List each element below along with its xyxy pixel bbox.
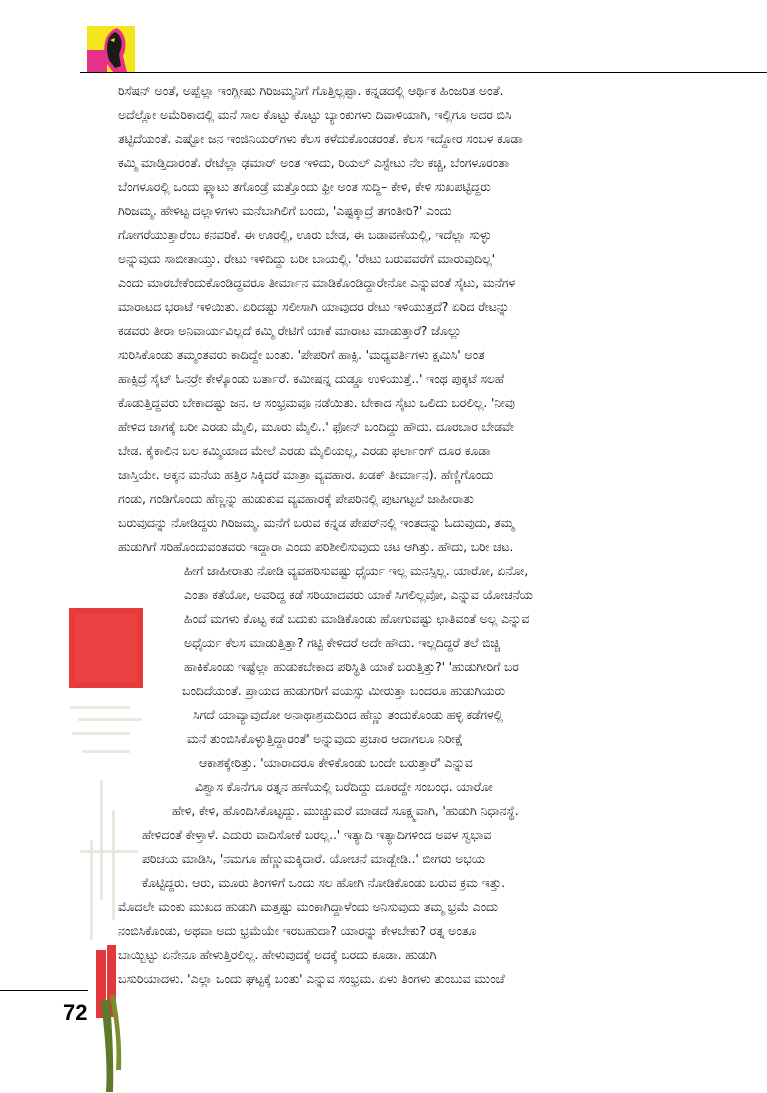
paragraph-line: ಬೆಂಗಳೂರಲ್ಲಿ ಒಂದು ಫ್ಲ್ಯಾಟು ತಗೊಂಡ್ರೆ ಮತ್ತೊಂದು ಫ್ರೀ ಅಂತ ಸುದ್ದಿ– ಕೇಳಿ, ಕೇಳಿ ಸುಖಪಟ್ಟಿದ್ದರು xyxy=(118,179,491,194)
paragraph-line: ಸುರಿಸಿಕೊಂಡು ತಮ್ಮಂತವರು ಕಾದಿದ್ದೇ ಬಂತು. 'ಪೇಪರಿಗೆ ಹಾಕ್ಸಿ. 'ಮಧ್ಯವರ್ತಿಗಳು ಕ್ಷಮಿಸಿ' ಅಂತ xyxy=(118,347,485,362)
paragraph-line: ರಿಸೆಷನ್ ಅಂತೆ, ಅಪ್ಪೆಲ್ಲಾ ಇಂಗ್ಲೀಷು ಗಿರಿಜಮ್ಮನಿಗೆ ಗೊತ್ತಿಲ್ಲಪ್ಪಾ. ಕನ್ನಡದಲ್ಲಿ ಆರ್ಥಿಕ ಹಿಂಜರಿತ ಅಂತೆ. xyxy=(118,83,504,98)
paragraph-line: ಅಧೈರ್ಯ ಕೆಲಸ ಮಾಡುತ್ತಿತ್ತಾ? ಗಟ್ಟಿ ಕೇಳಿದರೆ ಅದೇ ಹೌದು. ಇಲ್ಲದಿದ್ದರೆ ತಲೆ ಬಿಚ್ಚಿ xyxy=(184,635,500,650)
paragraph-line: ಮನೆ ತುಂಬಿಸಿಕೊಳ್ಳುತ್ತಿದ್ದಾರಂತೆ' ಅನ್ನುವುದು ಪ್ರಚಾರ ಆದಾಗಲೂ ನಿರೀಕ್ಷೆ xyxy=(187,731,463,746)
paragraph-line: ಗಂಡು, ಗಂಡಿಗೊಂದು ಹೆಣ್ಣನ್ನು ಹುಡುಕುವ ವ್ಯವಹಾರಕ್ಕೆ ಪೇಪರಿನಲ್ಲಿ ಪುಟಗಟ್ಟಲೆ ಜಾಹೀರಾತು xyxy=(118,491,474,506)
paragraph-line: ನಂಬಿಸಿಕೊಂಡು, ಅಥವಾ ಅದು ಭ್ರಮೆಯೇ ಇರಬಹುದಾ? ಯಾರನ್ನು ಕೇಳಬೇಕು? ರತ್ನ ಅಂತೂ xyxy=(118,923,477,938)
paragraph-line: ಎಂದು ಮಾರಬೇಕೆಂದುಕೊಂಡಿದ್ದವರೂ ತೀರ್ಮಾನ ಮಾಡಿಕೊಂಡಿದ್ದಾರೇನೋ ಎನ್ನುವಂತೆ ಸೈಟು, ಮನೆಗಳ xyxy=(118,275,516,290)
page-rule xyxy=(0,990,88,991)
paragraph-line: ಆಕಾಶಕ್ಕೇರಿತ್ತು. 'ಯಾರಾದರೂ ಕೇಳಿಕೊಂಡು ಬಂದೇ ಬರುತ್ತಾರೆ' ಎನ್ನುವ xyxy=(199,755,473,770)
header-rule xyxy=(80,72,767,73)
paragraph-line: ಮೊದಲೇ ಮಂಕು ಮುಖದ ಹುಡುಗಿ ಮತ್ತಷ್ಟು ಮಂಕಾಗಿದ್ದಾಳೆಂದು ಅನಿಸುವುದು ತಮ್ಮ ಭ್ರಮೆ ಎಂದು xyxy=(118,899,498,914)
paragraph-line: ಹಾಕಿಕೊಂಡು ಇಷ್ಟೆಲ್ಲಾ ಹುಡುಕಬೇಕಾದ ಪರಿಸ್ಥಿತಿ ಯಾಕೆ ಬರುತ್ತಿತ್ತು?' 'ಹುಡುಗೀರಿಗೆ ಬರ xyxy=(184,659,519,674)
paragraph-line: ಜಾಸ್ತಿಯೇ. ಅಕ್ಕನ ಮನೆಯ ಹತ್ತಿರ ಸಿಕ್ಕಿದರೆ ಮಾತ್ರಾ ವ್ಯವಹಾರ. ಖಡಕ್ ತೀರ್ಮಾನ). ಹೆಣ್ಣಿಗೊಂದು xyxy=(118,467,494,482)
paragraph-line: ಗಿರಿಜಮ್ಮ. ಹೇಳಿಟ್ಟ ದಲ್ಲಾಳಿಗಳು ಮನೆಬಾಗಿಲಿಗೆ ಬಂದು, 'ಎಷ್ಟಕ್ಕಾದ್ರೆ ತಗಂತೀರಿ?' ಎಂದು xyxy=(118,203,452,218)
paragraph-line: ಅದೆಲ್ಲೋ ಅಮೆರಿಕಾದಲ್ಲಿ ಮನೆ ಸಾಲ ಕೊಟ್ಟು ಕೊಟ್ಟು ಬ್ಯಾಂಕುಗಳು ದಿವಾಳಿಯಾಗಿ, ಇಲ್ಲಿಗೂ ಅದರ ಬಿಸಿ xyxy=(118,107,512,122)
paragraph-line: ಮಾರಾಟದ ಭರಾಟೆ ಇಳಿಯಿತು. ಏರಿದಷ್ಟು ಸಲೀಸಾಗಿ ಯಾವುದರ ರೇಟು ಇಳಿಯುತ್ತದೆ? ಏರಿದ ರೇಟನ್ನು xyxy=(118,299,510,314)
paragraph-line: ಹುಡುಗಿಗೆ ಸರಿಹೊಂದುವಂತವರು ಇದ್ದಾರಾ ಎಂದು ಪರಿಶೀಲಿಸುವುದು ಚಟ ಆಗಿತ್ತು. ಹೌದು, ಬರೀ ಚಟ. xyxy=(118,539,514,554)
page-number: 72 xyxy=(63,1000,88,1025)
paragraph-line: ವಿಶ್ವಾಸ ಕೊನೆಗೂ ರತ್ನನ ಹಣೆಯಲ್ಲಿ ಬರೆದಿದ್ದು ದೂರದ್ದೇ ಸಂಬಂಧ. ಯಾರೋ xyxy=(195,779,493,794)
paragraph-line: ಹೇಳಿದಂತೆ ಕೇಳ್ತಾಳೆ. ಎದುರು ವಾದಿಸೋಕೆ ಬರಲ್ಲ..' ಇತ್ಯಾದಿ ಇತ್ಯಾದಿಗಳಿಂದ ಅವಳ ಸ್ವಭಾವ xyxy=(142,827,492,842)
paragraph-line: ಕೊಡುತ್ತಿದ್ದವರು ಬೇಕಾದಷ್ಟು ಜನ. ಆ ಸಂಭ್ರಮವೂ ನಡೆಯಿತು. ಬೇಕಾದ ಸೈಟು ಒಲಿದು ಬರಲಿಲ್ಲ. 'ನೀವು xyxy=(118,395,515,410)
paragraph-line: ಸಿಗದೆ ಯಾವ್ಯಾವುದೋ ಅನಾಥಾಶ್ರಮದಿಂದ ಹೆಣ್ಣು ತಂದುಕೊಂಡು ಹಳ್ಳಿ ಕಡೆಗಳಲ್ಲಿ xyxy=(193,707,503,722)
paragraph-line: ತಟ್ಟಿದೆಯಂತೆ. ಎಷ್ಟೋ ಜನ ಇಂಜಿನಿಯರ್‌ಗಳು ಕೆಲಸ ಕಳೆದುಕೊಂಡರಂತೆ. ಕೆಲಸ ಇದ್ದೋರ ಸಂಬಳ ಕೂಡಾ xyxy=(118,131,523,146)
paragraph-line: ಬಂದಿದೆಯಂತೆ. ಪ್ರಾಯದ ಹುಡುಗರಿಗೆ ವಯಸ್ಸು ಮೀರುತ್ತಾ ಬಂದರೂ ಹುಡುಗಿಯರು xyxy=(182,683,505,698)
paragraph-line: ಎಂತಾ ಕತೆಯೋ, ಅವರಿದ್ದ ಕಡೆ ಸರಿಯಾದವರು ಯಾಕೆ ಸಿಗಲಿಲ್ಲವೋ, ಎನ್ನುವ ಯೋಚನೆಯ xyxy=(184,587,533,602)
paragraph-line: ಬಸುರಿಯಾದಳು. 'ಎಲ್ಲಾ ಒಂದು ಘಟ್ಟಕ್ಕೆ ಬಂತು' ಎನ್ನುವ ಸಂಭ್ರಮ. ಏಳು ತಿಂಗಳು ತುಂಬುವ ಮುಂಚೆ xyxy=(118,971,505,986)
paragraph-line: ಪರಿಚಯ ಮಾಡಿಸಿ, 'ನಮಗೂ ಹೆಣ್ಣುಮಕ್ಕಿದಾರೆ. ಯೋಚನೆ ಮಾಡ್ಬೇಡಿ..' ಬೀಗರು ಅಭಯ xyxy=(142,851,485,866)
paragraph-line: ಅನ್ನುವುದು ಸಾಬೀತಾಯ್ತು. ರೇಟು ಇಳಿದಿದ್ದು ಬರೀ ಬಾಯಲ್ಲಿ. 'ರೇಟು ಬರುವವರೆಗೆ ಮಾರುವುದಿಲ್ಲ' xyxy=(118,251,495,266)
paragraph-line: ಹಾಕ್ಸಿದ್ರೆ ಸೈಟ್ ಓನರ್‍ರೇ ಕೇಳ್ಕೊಂಡು ಬರ್ತಾರೆ. ಕಮೀಷನ್ನ ದುಡ್ಡೂ ಉಳಿಯುತ್ತೆ..' ಇಂಥ ಪುಕ್ಕಟೆ ಸಲಹೆ xyxy=(118,371,504,386)
paragraph-line: ಹೀಗೆ ಜಾಹೀರಾತು ನೋಡಿ ವ್ಯವಹರಿಸುವಷ್ಟು ಧೈರ್ಯ ಇಲ್ಲ ಮನಸ್ಸಿಲ್ಲ. ಯಾರೋ, ಏನೋ, xyxy=(184,563,529,578)
paragraph-line: ಕಮ್ಮಿ ಮಾಡ್ತಿದಾರಂತೆ. ರೇಟೆಲ್ಲಾ ಢಮಾರ್ ಅಂತ ಇಳಿದು, ರಿಯಲ್ ಎಸ್ಟೇಟು ನೆಲ ಕಚ್ಚಿ, ಬೆಂಗಳೂರಂತಾ xyxy=(118,155,510,170)
paragraph-line: ಹಿಂದೆ ಮಗಳು ಕೊಟ್ಟ ಕಡೆ ಬದುಕು ಮಾಡಿಕೊಂಡು ಹೋಗುವಷ್ಟು ಛಾತಿವಂತೆ ಅಲ್ಲ ಎನ್ನುವ xyxy=(184,611,530,626)
paragraph-line: ಬೇಡ. ಕೈಕಾಲಿನ ಬಲ ಕಮ್ಮಿಯಾದ ಮೇಲೆ ಎರಡು ಮೈಲಿಯಲ್ಲ, ಎರಡು ಫರ್ಲಾಂಗ್ ದೂರ ಕೂಡಾ xyxy=(118,443,491,458)
paragraph-line: ಕೊಟ್ಟಿದ್ದರು. ಆರು, ಮೂರು ತಿಂಗಳಿಗೆ ಒಂದು ಸಲ ಹೋಗಿ ನೋಡಿಕೊಂಡು ಬರುವ ಕ್ರಮ ಇತ್ತು. xyxy=(142,875,505,890)
paragraph-line: ಹೇಳಿದ ಜಾಗಕ್ಕೆ ಬರೀ ಎರಡು ಮೈಲಿ, ಮೂರು ಮೈಲಿ..' ಫೋನ್ ಬಂದಿದ್ದು ಹೌದು. ದೂರಬಾರ ಬೇಡವೇ xyxy=(118,419,514,434)
paragraph-line: ಬಾಯ್ಬಿಟ್ಟು ಏನೇನೂ ಹೇಳುತ್ತಿರಲಿಲ್ಲ. ಹೇಳುವುದಕ್ಕೆ ಅದಕ್ಕೆ ಬರದು ಕೂಡಾ. ಹುಡುಗಿ xyxy=(118,947,437,962)
paragraph-line: ಹೇಳಿ, ಕೇಳಿ, ಹೊಂದಿಸಿಕೊಟ್ಟದ್ದು. ಮುಚ್ಚುಮರೆ ಮಾಡದೆ ಸೂಕ್ಷ್ಮವಾಗಿ, 'ಹುಡುಗಿ ನಿಧಾನಸ್ಥೆ. xyxy=(172,803,519,818)
face-logo-icon xyxy=(87,26,135,72)
paragraph-line: ಕಡವರು ತೀರಾ ಅನಿವಾರ್ಯವಿಲ್ಲದೆ ಕಮ್ಮಿ ರೇಟಿಗೆ ಯಾಕೆ ಮಾರಾಟ ಮಾಡುತ್ತಾರೆ? ಜೊಲ್ಲು xyxy=(118,323,462,338)
paragraph-line: ಗೋಗರೆಯುತ್ತಾರೆಂಬ ಕನವರಿಕೆ. ಈ ಊರಲ್ಲಿ, ಊರು ಬೇಡ, ಈ ಬಡಾವಣೆಯಲ್ಲಿ, ಇದೆಲ್ಲಾ ಸುಳ್ಳು xyxy=(118,227,492,242)
paragraph-line: ಬರುವುದನ್ನು ನೋಡಿದ್ದರು ಗಿರಿಜಮ್ಮ. ಮನೆಗೆ ಬರುವ ಕನ್ನಡ ಪೇಪರ್‌ನಲ್ಲಿ ಇಂತದನ್ನು ಓದುವುದು, ತಮ್ಮ xyxy=(118,515,515,530)
